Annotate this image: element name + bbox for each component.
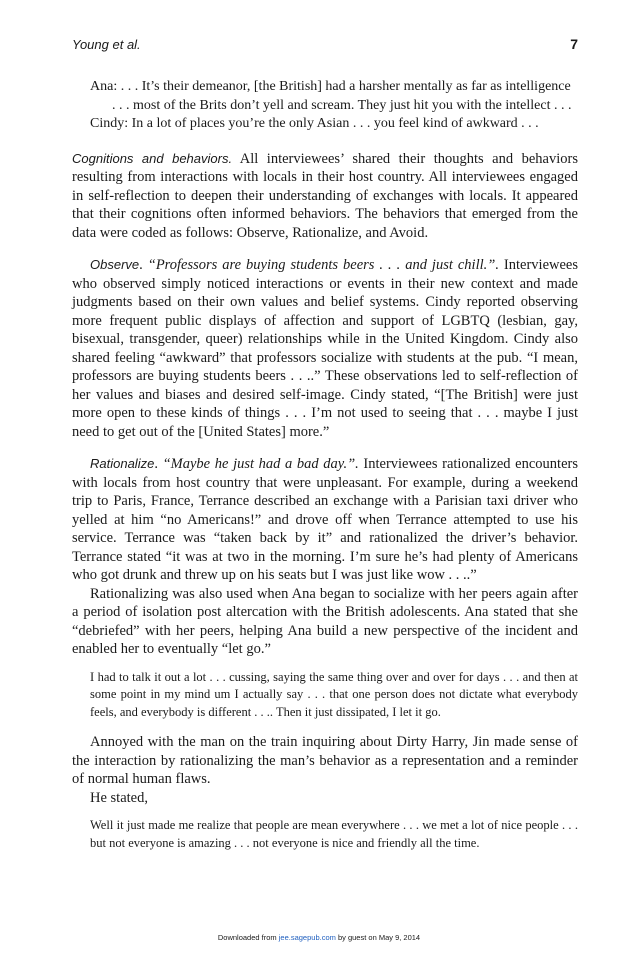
page-number: 7 bbox=[570, 36, 578, 52]
dialogue-line-cindy: Cindy: In a lot of places you’re the only Asian . . . you feel kind of awkward . . . bbox=[90, 116, 539, 131]
cognitions-text: All interviewees’ shared their thoughts and behaviors resulting from interactions with locals in their host country. All interviewees engaged in self-reflection to deepen their understanding of exchanges with locals. It appeared that their cognitions often informed behaviors. The behaviors that emerged from the data were coded as follows: Observe, Rationalize, and Avoid. bbox=[72, 150, 578, 241]
footer-suffix: by guest on May 9, 2014 bbox=[335, 933, 421, 942]
block-quote-jin: Well it just made me realize that people are mean everywhere . . . we met a lot of nice people . . . but not everyone is amazing . . . not everyone is nice and friendly all the time. bbox=[90, 818, 578, 850]
rationalize-quote-title: “Maybe he just had a bad day.”. bbox=[162, 456, 359, 472]
running-head bbox=[72, 36, 578, 52]
rationalize-text: Interviewees rationalized encounters with locals from host country that were unpleasant. For example, during a weekend trip to Paris, France, Terrance described an exchange with a Parisian taxi driver who yelled at him “no Americans!” and drove off when Terrance attempted to use his service. Terrance was “taken back by it” and rationalized the driver’s behavior. Terrance stated “it was at two in the morning. I’m sure he’s had plenty of Americans who got drunk and threw up on his seats but I was just like wow . . ..” bbox=[72, 456, 578, 583]
rationalize-separator: . bbox=[154, 456, 163, 472]
footer-prefix: Downloaded from bbox=[217, 933, 279, 942]
interview-excerpt bbox=[72, 78, 578, 134]
cognitions-paragraph bbox=[72, 150, 578, 243]
dialogue-line-ana: Ana: . . . It’s their demeanor, [the British] had a harsher mentally as far as intelligence bbox=[90, 79, 571, 94]
page-body bbox=[72, 36, 578, 864]
rationalize-paragraph-2: Rationalizing was also used when Ana began to socialize with her peers again after a period of isolation post altercation with the British adolescents. Ana stated that she “debriefed” with her peers, helping Ana build a new perspective of the incident and enabled her to eventually “let go.” bbox=[72, 585, 578, 657]
download-footer bbox=[0, 933, 638, 942]
rationalize-paragraph-4: He stated, bbox=[90, 789, 148, 806]
rationalize-heading: Rationalize bbox=[90, 456, 155, 471]
observe-heading: Observe bbox=[90, 257, 140, 272]
footer-link[interactable]: jee.sagepub.com bbox=[278, 933, 336, 942]
dialogue-line-ana-continued: . . . most of the Brits don’t yell and scream. They just hit you with the intellect . . . bbox=[112, 97, 572, 113]
observe-quote-title: “Professors are buying students beers . . . and just chill.”. bbox=[147, 257, 499, 273]
observe-separator: . bbox=[139, 257, 148, 273]
cognitions-heading: Cognitions and behaviors. bbox=[72, 150, 233, 166]
observe-paragraph bbox=[72, 256, 578, 441]
observe-text: Interviewees who observed simply noticed interactions or events in their new context and made judgments based on their own values and belief systems. Cindy reported observing more frequent public displays of affection and support of LGBTQ (lesbian, gay, bisexual, transgender, queer) relationships while in the United Kingdom. Cindy also shared feeling “awkward” that professors socialize with students at the pub. “I mean, professors are buying students beers . . ..” These observations led to self-reflection of her values and biases and desired self-image. Cindy stated, “[The British] were just more open to these kinds of things . . . I’m not used to seeing that . . . maybe I just need to get out of the [United States] more.” bbox=[72, 257, 579, 440]
running-head-authors: Young et al. bbox=[72, 37, 141, 52]
rationalize-paragraph-3: Annoyed with the man on the train inquiring about Dirty Harry, Jin made sense of the interaction by rationalizing the man’s behavior as a representation and a reminder of normal human flaws. bbox=[72, 734, 578, 787]
rationalize-paragraph bbox=[72, 455, 578, 585]
block-quote-ana: I had to talk it out a lot . . . cussing, saying the same thing over and over for days . . . and then at some point in my mind um I actually say . . . that one person does not dictate what everybody feels, and everybody is different . . .. Then it just dissipated, I let it go. bbox=[90, 669, 578, 719]
